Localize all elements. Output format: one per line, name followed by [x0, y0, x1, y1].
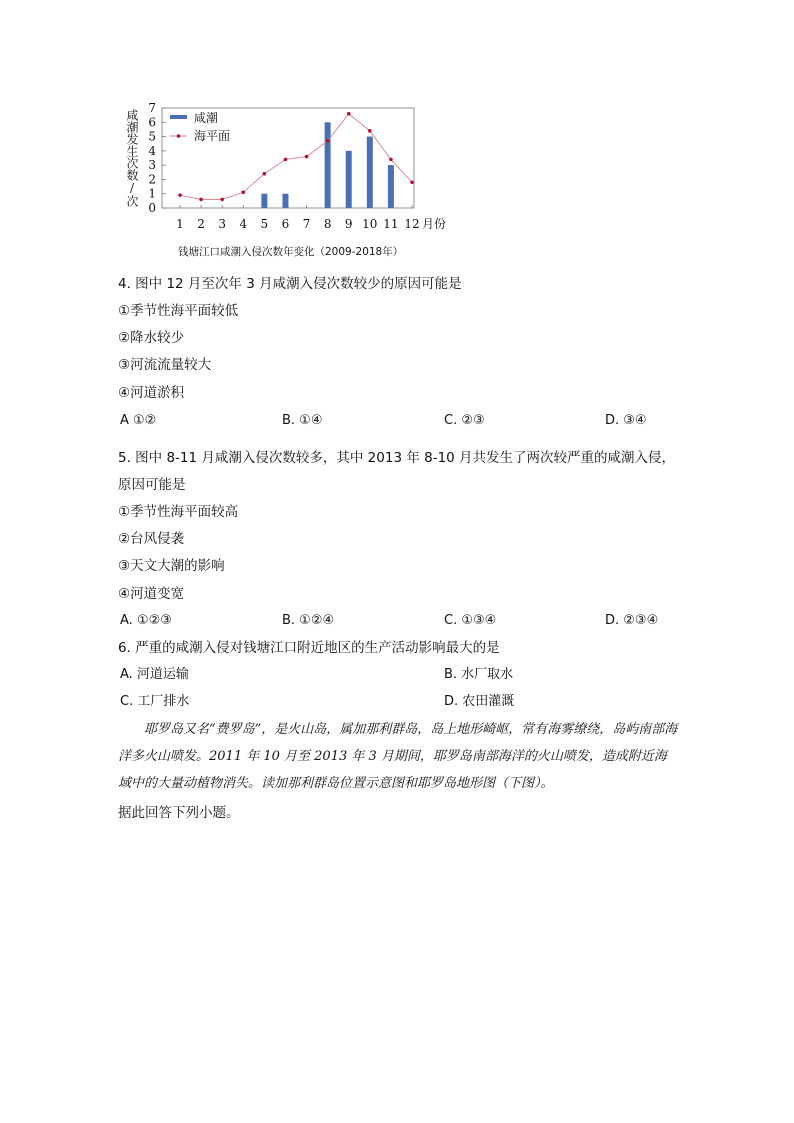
question-4-option-a[interactable]: A ①②	[120, 413, 157, 428]
question-5-option-c[interactable]: C. ①③④	[444, 613, 497, 628]
bar-series	[261, 122, 394, 208]
bar	[388, 165, 394, 208]
line-point	[263, 172, 267, 176]
bar	[346, 151, 352, 208]
y-tick-label: 5	[148, 129, 156, 144]
question-5-item-1: ①季节性海平面较高	[118, 504, 239, 520]
question-4-item-3: ③河流流量较大	[118, 357, 212, 373]
bar	[325, 122, 331, 208]
question-4-option-c[interactable]: C. ②③	[444, 413, 485, 428]
y-tick-label: 0	[148, 201, 156, 215]
question-5-stem-line-2: 原因可能是	[118, 477, 186, 493]
y-tick-label: 7	[148, 101, 156, 115]
question-6-option-d[interactable]: D. 农田灌溉	[444, 694, 515, 709]
line-point	[389, 158, 393, 162]
question-6-option-c[interactable]: C. 工厂排水	[120, 694, 190, 709]
question-5-item-3: ③天文大潮的影响	[118, 558, 225, 574]
chart-axes	[125, 101, 446, 231]
question-5-option-b[interactable]: B. ①②④	[282, 613, 335, 628]
legend-bar-swatch	[170, 115, 187, 119]
line-point	[284, 158, 288, 162]
legend-line-marker	[177, 134, 181, 138]
reading-passage	[118, 716, 678, 797]
line-point	[199, 198, 203, 202]
line-point	[220, 198, 224, 202]
line-point	[410, 180, 414, 184]
question-5-item-4: ④河道变宽	[118, 586, 185, 602]
figure-caption: 钱塘江口咸潮入侵次数年变化（2009-2018年）	[178, 246, 404, 258]
y-tick-label: 4	[148, 143, 156, 158]
question-5-option-a[interactable]: A. ①②③	[120, 613, 172, 628]
chart-legend	[170, 110, 230, 143]
x-axis-unit: 月份	[422, 217, 447, 231]
question-4-item-1: ①季节性海平面较低	[118, 303, 239, 319]
question-6-option-a[interactable]: A. 河道运输	[120, 667, 189, 682]
line-series	[178, 112, 414, 201]
bar	[282, 194, 288, 208]
line-point	[178, 193, 182, 197]
passage-instruction: 据此回答下列小题。	[118, 805, 240, 821]
line-point	[241, 190, 245, 194]
question-4-option-d[interactable]: D. ③④	[605, 413, 647, 428]
x-tick-label: 1	[176, 217, 184, 231]
legend-bar-label: 咸潮	[194, 111, 219, 125]
x-tick-label: 3	[218, 217, 227, 231]
bar	[367, 137, 373, 208]
question-6-stem: 6. 严重的咸潮入侵对钱塘江口附近地区的生产活动影响最大的是	[118, 640, 500, 656]
line-point	[368, 129, 372, 133]
question-6-option-b[interactable]: B. 水厂取水	[444, 667, 514, 682]
x-tick-label: 5	[260, 217, 269, 231]
bar	[261, 194, 267, 208]
question-4-option-b[interactable]: B. ①④	[282, 413, 323, 428]
legend-line-label: 海平面	[194, 129, 231, 143]
sea-level-line	[180, 114, 412, 200]
question-4-stem: 4. 图中 12 月至次年 3 月咸潮入侵次数较少的原因可能是	[118, 276, 462, 292]
question-5-stem-line-1: 5. 图中 8-11 月咸潮入侵次数较多，其中 2013 年 8-10 月共发生了两次较严重的咸潮入侵，	[118, 450, 676, 466]
y-tick-label: 2	[148, 172, 156, 187]
x-tick-label: 11	[383, 217, 399, 231]
question-5-item-2: ②台风侵袭	[118, 531, 185, 547]
line-point	[347, 112, 351, 116]
line-point	[326, 139, 330, 143]
x-tick-label: 12	[404, 217, 420, 231]
x-tick-label: 7	[302, 217, 311, 231]
x-tick-label: 9	[344, 217, 353, 231]
x-tick-label: 8	[323, 217, 332, 231]
question-4-item-4: ④河道淤积	[118, 385, 185, 401]
question-5-option-d[interactable]: D. ②③④	[605, 613, 659, 628]
y-tick-label: 1	[148, 186, 156, 201]
x-tick-label: 6	[281, 217, 290, 231]
x-tick-label: 4	[239, 217, 248, 231]
question-4-item-2: ②降水较少	[118, 330, 185, 346]
y-axis-label: 咸潮发生次数/次	[125, 109, 139, 207]
reading-passage-text: 耶罗岛又名“费罗岛”，是火山岛，属加那利群岛，岛上地形崎岖，常有海雾缭绕，岛屿南部海洋多火山喷发。2011 年 10 月至 2013 年 3 月期间，耶罗岛南部海洋的火山喷发，造成附近海域中的大量动植物消失。读加那利群岛位置示意图和耶罗岛地形图（下图）。	[118, 722, 678, 791]
x-tick-label: 2	[197, 217, 205, 231]
y-tick-label: 6	[148, 115, 156, 130]
salt-tide-chart	[118, 98, 447, 238]
line-point	[305, 155, 309, 159]
x-tick-label: 10	[362, 217, 378, 231]
y-tick-label: 3	[148, 158, 156, 173]
